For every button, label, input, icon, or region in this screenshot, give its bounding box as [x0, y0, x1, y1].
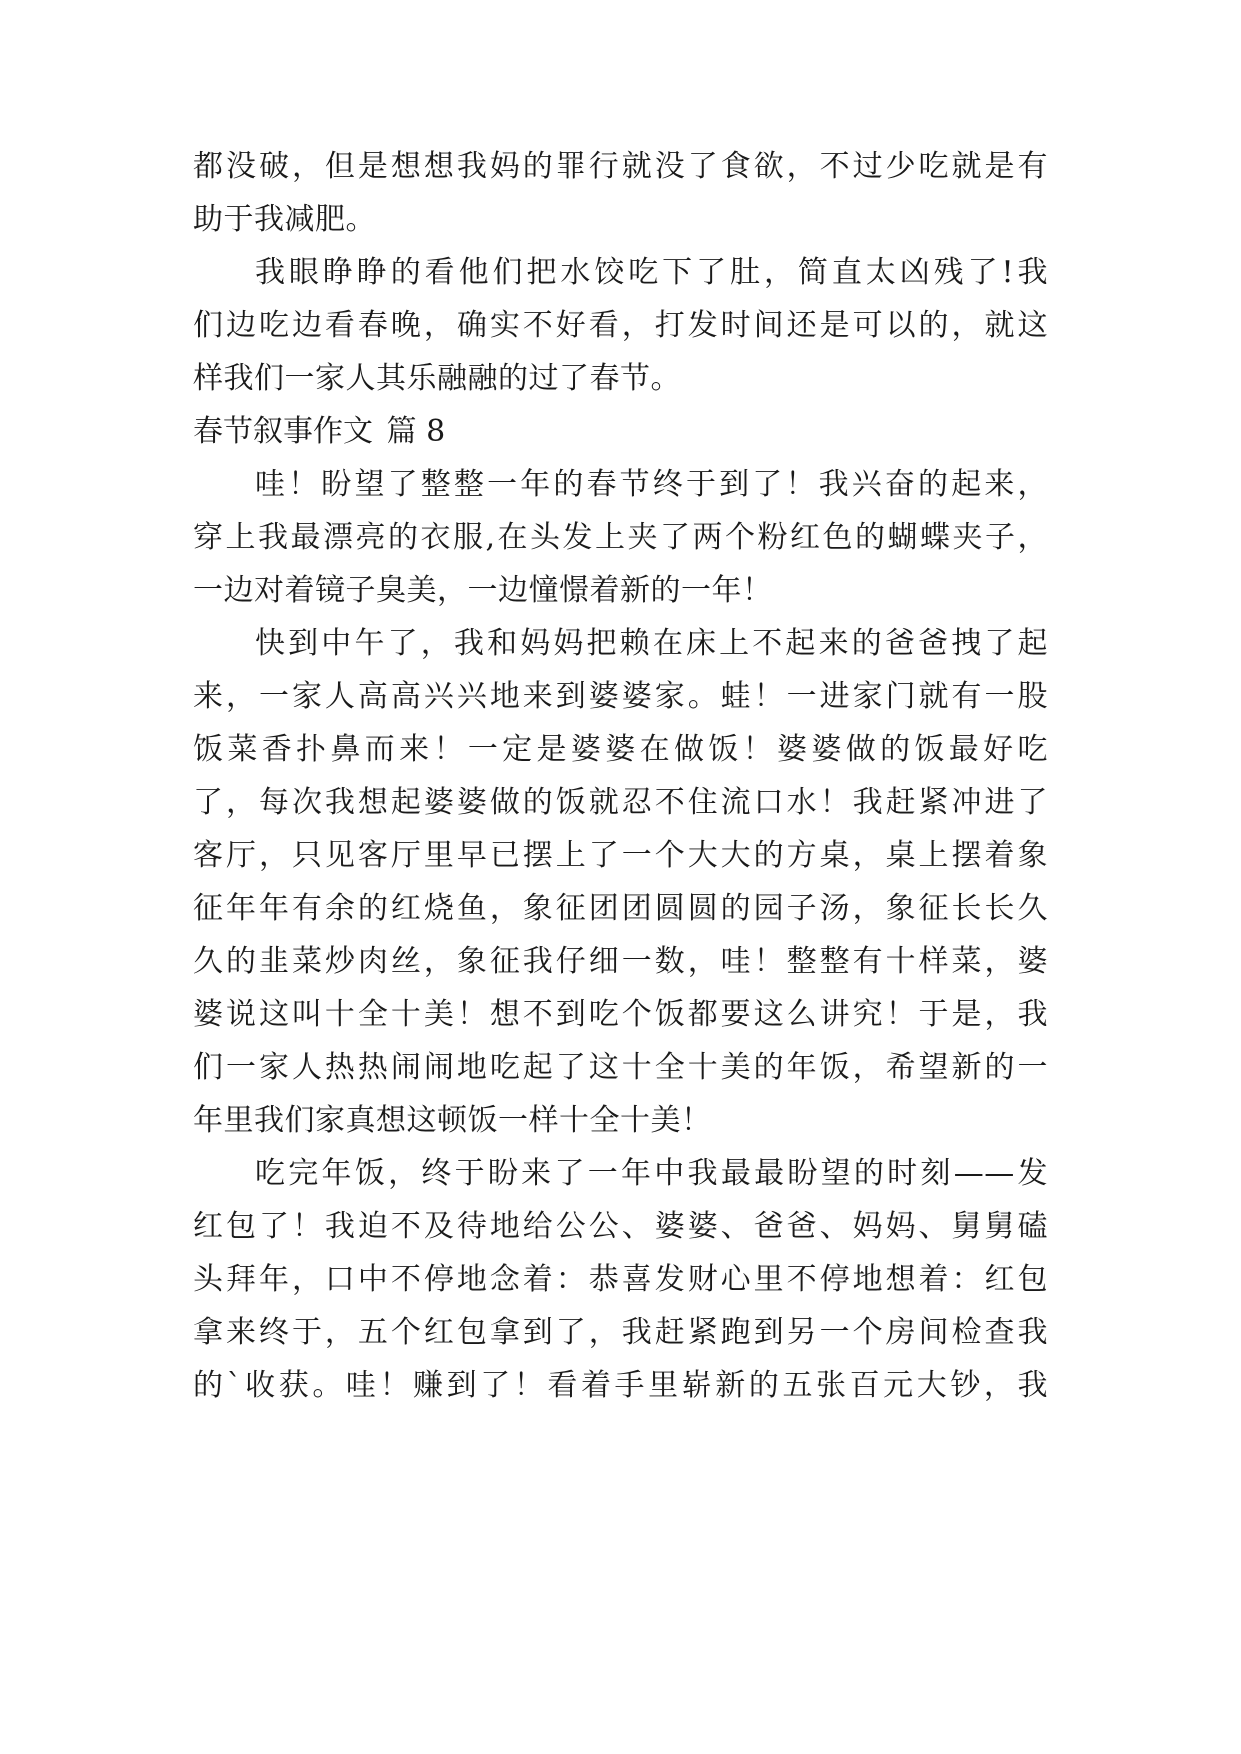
paragraph-line: 来，一家人高高兴兴地来到婆婆家。蛙！一进家门就有一股 [193, 679, 1048, 714]
paragraph-line: 征年年有余的红烧鱼，象征团团圆圆的园子汤，象征长长久 [193, 891, 1048, 926]
section-title: 春节叙事作文 [193, 414, 373, 449]
paragraph-line: 样我们一家人其乐融融的过了春节。 [193, 361, 681, 396]
paragraph-line: 都没破，但是想想我妈的罪行就没了食欲，不过少吃就是有 [193, 149, 1048, 184]
paragraph-line: 快到中午了，我和妈妈把赖在床上不起来的爸爸拽了起 [255, 626, 1048, 661]
paragraph-line: 的`收获。哇！赚到了！看着手里崭新的五张百元大钞，我 [193, 1368, 1048, 1403]
paragraph-line: 饭菜香扑鼻而来！一定是婆婆在做饭！婆婆做的饭最好吃 [193, 732, 1048, 767]
paragraph-line: 年里我们家真想这顿饭一样十全十美！ [193, 1103, 712, 1138]
paragraph-line: 一边对着镜子臭美，一边憧憬着新的一年！ [193, 573, 773, 608]
paragraph-line: 穿上我最漂亮的衣服,在头发上夹了两个粉红色的蝴蝶夹子， [193, 520, 1048, 555]
paragraph-line: 我眼睁睁的看他们把水饺吃下了肚，简直太凶残了!我 [255, 255, 1048, 290]
paragraph-line: 哇！盼望了整整一年的春节终于到了！我兴奋的起来， [255, 467, 1048, 502]
paragraph-line: 助于我减肥。 [193, 202, 376, 237]
paragraph-line: 红包了！我迫不及待地给公公、婆婆、爸爸、妈妈、舅舅磕 [193, 1209, 1048, 1244]
section-number: 篇 8 [386, 414, 446, 449]
section-heading [193, 408, 445, 456]
paragraph-line: 们一家人热热闹闹地吃起了这十全十美的年饭，希望新的一 [193, 1050, 1048, 1085]
paragraph-line: 了，每次我想起婆婆做的饭就忍不住流口水！我赶紧冲进了 [193, 785, 1048, 820]
paragraph-line: 头拜年，口中不停地念着：恭喜发财心里不停地想着：红包 [193, 1262, 1048, 1297]
paragraph-line: 婆说这叫十全十美！想不到吃个饭都要这么讲究！于是，我 [193, 997, 1048, 1032]
paragraph-line: 们边吃边看春晚，确实不好看，打发时间还是可以的，就这 [193, 308, 1048, 343]
paragraph-line: 吃完年饭，终于盼来了一年中我最最盼望的时刻——发 [255, 1156, 1048, 1191]
paragraph-line: 久的韭菜炒肉丝，象征我仔细一数，哇！整整有十样菜，婆 [193, 944, 1048, 979]
paragraph-line: 客厅，只见客厅里早已摆上了一个大大的方桌，桌上摆着象 [193, 838, 1048, 873]
paragraph-line: 拿来终于，五个红包拿到了，我赶紧跑到另一个房间检查我 [193, 1315, 1048, 1350]
